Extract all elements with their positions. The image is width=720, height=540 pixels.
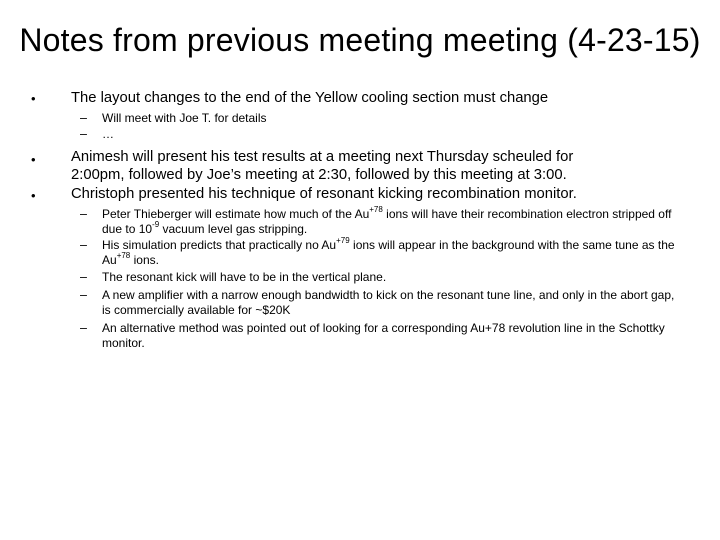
subitem-3-4-text: A new amplifier with a narrow enough bandwidth to kick on the resonant tune line, and only in the abort gap, is commercially available for ~$20K — [102, 288, 675, 317]
bullet-3-text: Christoph presented his technique of resonant kicking recombination monitor. — [71, 186, 577, 202]
charge-state-superscript: +78 — [116, 251, 131, 260]
subitem-3-3-dash: – — [80, 270, 87, 284]
subitem-3-1-dash: – — [80, 207, 87, 221]
bullet-2-line-1: Animesh will present his test results at a meeting next Thursday scheuled for — [71, 149, 574, 165]
bullet-2-line-2: 2:00pm, followed by Joe’s meeting at 2:30, followed by this meeting at 3:00. — [71, 167, 567, 183]
subitem-3-2-part-b: ions will appear in the background with the same tune as the Au — [102, 238, 675, 267]
subitem-1-1-dash: – — [80, 111, 87, 125]
subitem-3-2-part-a: His simulation predicts that practically no Au — [102, 238, 337, 252]
subitem-1-1-text: Will meet with Joe T. for details — [102, 111, 267, 125]
charge-state-superscript: +79 — [336, 236, 350, 245]
subitem-3-1-part-b: ions will have their recombination electron stripped off due to 10 — [102, 207, 672, 236]
bullet-1-text: The layout changes to the end of the Yellow cooling section must change — [71, 90, 549, 106]
subitem-1-2-dash: – — [80, 127, 87, 141]
subitem-3-2-dash: – — [80, 238, 87, 252]
subitem-3-2-text — [102, 238, 682, 268]
exponent-superscript: -9 — [152, 220, 160, 229]
bullet-3-marker: • — [31, 188, 36, 203]
subitem-3-5-dash: – — [80, 321, 87, 335]
bullet-1-marker: • — [31, 91, 36, 106]
subitem-1-2-text: … — [102, 127, 114, 141]
subitem-3-3-text: The resonant kick will have to be in the vertical plane. — [102, 270, 387, 284]
subitem-3-1-text — [102, 207, 682, 237]
bullet-2-marker: • — [31, 152, 36, 167]
title-text: Notes from previous meeting meeting (4-23-15) — [19, 22, 701, 58]
subitem-3-5-text: An alternative method was pointed out of looking for a corresponding Au+78 revolution line in the Schottky monitor. — [102, 321, 665, 350]
subitem-3-4-dash: – — [80, 288, 87, 302]
subitem-3-1-part-c: vacuum level gas stripping. — [159, 222, 308, 236]
subitem-3-2-part-c: ions. — [130, 253, 159, 267]
subitem-3-1-part-a: Peter Thieberger will estimate how much of the Au — [102, 207, 370, 221]
slide-title — [0, 20, 720, 60]
charge-state-superscript: +78 — [369, 205, 383, 214]
